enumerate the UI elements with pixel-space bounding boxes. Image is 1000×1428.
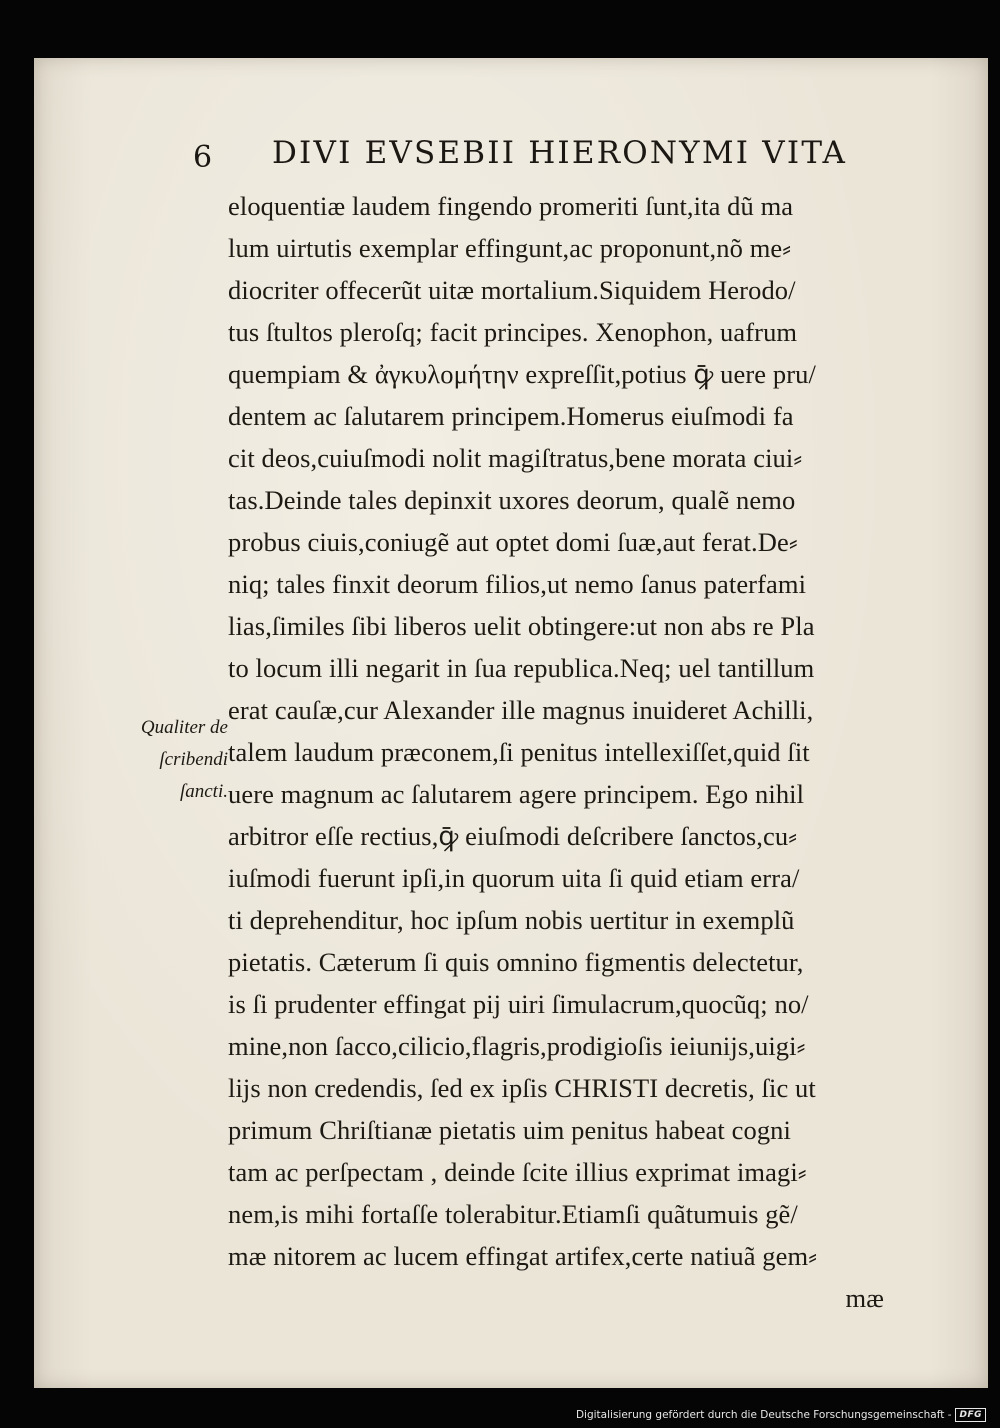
- text-line: tus ſtultos pleroſq; facit principes. Xenophon, uafrum: [228, 317, 798, 347]
- text-line: cit deos,cuiuſmodi nolit magiſtratus,bene morata ciui⸗: [228, 443, 803, 473]
- text-line: dentem ac ſalutarem principem.Homerus eiuſmodi fa: [228, 401, 794, 431]
- text-line: lias,ſimiles ſibi liberos uelit obtingere:ut non abs re Pla: [228, 611, 815, 641]
- text-line: probus ciuis,coniugẽ aut optet domi ſuæ,aut ferat.De⸗: [228, 527, 798, 557]
- text-line: nem,is mihi fortaſſe tolerabitur.Etiamſi quãtumuis gẽ/: [228, 1199, 798, 1229]
- text-line: tam ac perſpectam , deinde ſcite illius exprimat imagi⸗: [228, 1157, 807, 1187]
- text-line: talem laudum præconem,ſi penitus intellexiſſet,quid ſit: [228, 737, 810, 767]
- text-line: pietatis. Cæterum ſi quis omnino figmentis delectetur,: [228, 947, 804, 977]
- catchword: mæ: [845, 1283, 884, 1313]
- text-line: is ſi prudenter effingat pij uiri ſimulacrum,quocũq; no/: [228, 989, 809, 1019]
- text-line: mine,non ſacco,cilicio,flagris,prodigioſis ieiunijs,uigi⸗: [228, 1031, 806, 1061]
- marginal-note-line: Qualiter de: [140, 717, 228, 738]
- digitization-credit: [576, 1408, 986, 1422]
- text-line: lijs non credendis, ſed ex ipſis CHRISTI decretis, ſic ut: [228, 1073, 816, 1103]
- dfg-logo-icon: DFG: [955, 1408, 986, 1422]
- text-line: uere magnum ac ſalutarem agere principem. Ego nihil: [228, 779, 805, 809]
- body-text: [228, 185, 888, 1319]
- text-line: arbitror eſſe rectius,ꝙ̄ eiuſmodi deſcribere ſanctos,cu⸗: [228, 821, 798, 851]
- page-number: 6: [193, 140, 213, 175]
- text-line: tas.Deinde tales depinxit uxores deorum, qualẽ nemo: [228, 485, 796, 515]
- text-line: eloquentiæ laudem fingendo promeriti ſunt,ita dũ ma: [228, 191, 794, 221]
- credit-text: Digitalisierung gefördert durch die Deutsche Forschungsgemeinschaft -: [575, 1409, 952, 1421]
- text-line: iuſmodi fuerunt ipſi,in quorum uita ſi quid etiam erra/: [228, 863, 800, 893]
- text-line: to locum illi negarit in ſua republica.Neq; uel tantillum: [228, 653, 815, 683]
- text-line: quempiam & ἀγκυλομήτην expreſſit,potius ꝙ̄ uere pru/: [228, 359, 816, 389]
- running-head: DIVI EVSEBII HIERONYMI VITA: [272, 135, 848, 171]
- text-line: niq; tales finxit deorum filios,ut nemo ſanus paterfami: [228, 569, 807, 599]
- text-line: primum Chriſtianæ pietatis uim penitus habeat cogni: [228, 1115, 791, 1145]
- text-line: lum uirtutis exemplar effingunt,ac proponunt,nõ me⸗: [228, 233, 792, 263]
- marginal-note: [112, 712, 228, 808]
- text-line: erat cauſæ,cur Alexander ille magnus inuideret Achilli,: [228, 695, 814, 725]
- marginal-note-line: ſcribendi: [159, 749, 228, 770]
- text-line: mæ nitorem ac lucem effingat artifex,certe natiuã gem⸗: [228, 1241, 818, 1271]
- text-line: ti deprehenditur, hoc ipſum nobis uertitur in exemplũ: [228, 905, 795, 935]
- text-line: diocriter offecerũt uitæ mortalium.Siquidem Herodo/: [228, 275, 796, 305]
- marginal-note-line: ſancti.: [179, 781, 228, 802]
